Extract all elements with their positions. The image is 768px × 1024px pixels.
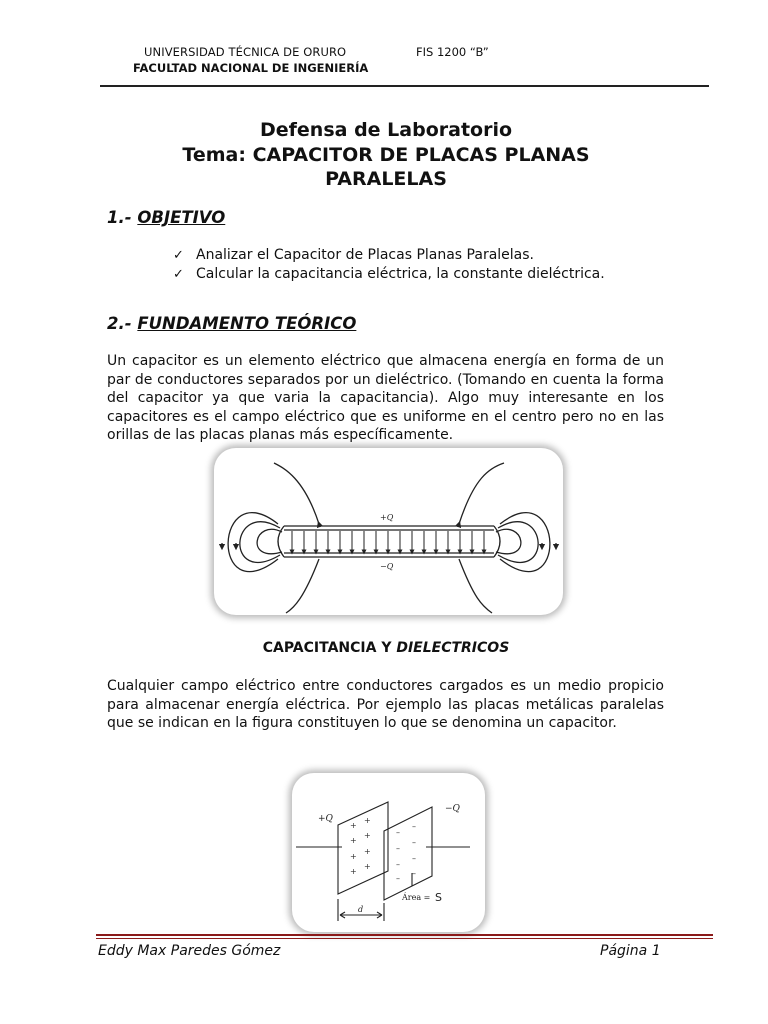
title-line-2: Tema: CAPACITOR DE PLACAS PLANAS: [182, 144, 590, 166]
section-title: FUNDAMENTO TEÓRICO: [137, 314, 357, 333]
svg-text:+: +: [350, 821, 357, 830]
svg-text:–: –: [412, 854, 416, 863]
paragraph-intro: Un capacitor es un elemento eléctrico que almacena energía en forma de un par de conductores separados por un dieléctrico. (Tomando en cuenta la forma del capacitor ya que varia la capacitancia). Algo muy interesante en los capacitores es el campo eléctrico que es uniforme en el centro pero no en las orillas de las placas planas más específicamente.: [107, 353, 664, 443]
title-line-3: PARALELAS: [325, 168, 447, 190]
svg-text:+: +: [364, 831, 371, 840]
section-number: 2.-: [107, 314, 138, 333]
faculty-name: FACULTAD NACIONAL DE INGENIERÍA: [133, 61, 369, 75]
negative-charge-label: −Q: [380, 562, 394, 571]
university-name: UNIVERSIDAD TÉCNICA DE ORURO: [144, 45, 347, 59]
section-fundamento-heading: [107, 314, 356, 333]
svg-text:–: –: [412, 869, 416, 878]
area-symbol: S: [435, 891, 442, 904]
svg-text:+: +: [364, 862, 371, 871]
positive-charge-label: +Q: [380, 513, 394, 522]
section-objetivo-heading: [107, 208, 225, 227]
svg-text:–: –: [396, 828, 400, 837]
distance-label: d: [358, 905, 364, 914]
plus-q-label: +Q: [318, 814, 333, 824]
footer-rule: [96, 934, 713, 936]
svg-text:–: –: [412, 838, 416, 847]
svg-text:–: –: [412, 822, 416, 831]
subheading-text: CAPACITANCIA Y: [262, 640, 397, 656]
parallel-plates-diagram: [292, 773, 485, 932]
area-label: Área =: [402, 893, 431, 902]
section-number: 1.-: [107, 208, 138, 227]
svg-text:–: –: [396, 860, 400, 869]
section-title: OBJETIVO: [137, 208, 226, 227]
course-code: FIS 1200 “B”: [416, 45, 489, 59]
field-lines-diagram: [214, 448, 563, 615]
capacitancia-subheading: [0, 640, 768, 656]
svg-text:+: +: [364, 847, 371, 856]
svg-text:–: –: [396, 874, 400, 883]
subheading-italic: DIELECTRICOS: [396, 640, 510, 656]
objective-item: ✓ Analizar el Capacitor de Placas Planas Paralelas.: [173, 246, 605, 265]
footer-page-number: Página 1: [600, 943, 661, 959]
svg-text:+: +: [350, 867, 357, 876]
minus-q-label: −Q: [445, 804, 460, 814]
title-line-1: Defensa de Laboratorio: [259, 119, 513, 141]
field-lines-figure: [214, 448, 563, 615]
svg-text:+: +: [364, 816, 371, 825]
footer-rule-thin: [96, 938, 713, 939]
parallel-plates-figure: [292, 773, 485, 932]
svg-text:+: +: [350, 836, 357, 845]
objective-list: [173, 246, 605, 284]
footer-author: Eddy Max Paredes Gómez: [98, 943, 281, 959]
svg-text:+: +: [350, 852, 357, 861]
objective-item: ✓ Calcular la capacitancia eléctrica, la constante dieléctrica.: [173, 265, 605, 284]
svg-text:–: –: [396, 844, 400, 853]
paragraph-capacitancia: Cualquier campo eléctrico entre conductores cargados es un medio propicio para almacenar energía eléctrica. Por ejemplo las placas metálicas paralelas que se indican en la figura constituyen lo que se denomina un capacitor.: [107, 678, 664, 731]
header-rule: [100, 85, 709, 87]
